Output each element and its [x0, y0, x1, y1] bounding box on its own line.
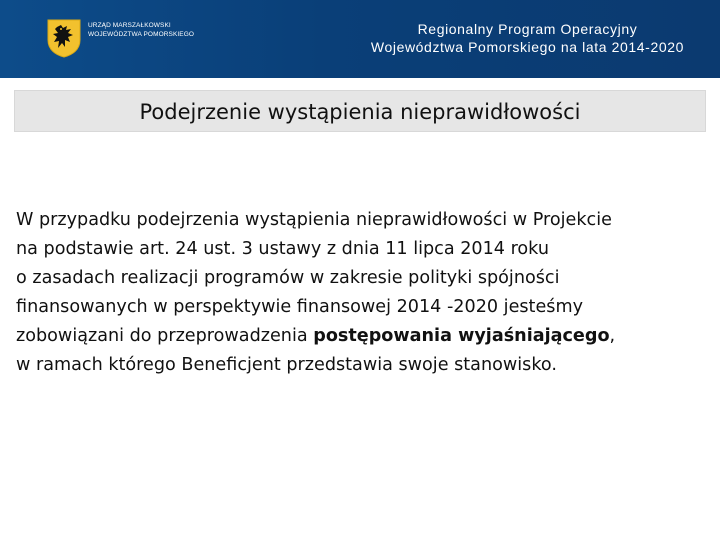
program-title	[371, 20, 684, 56]
body-line-text: ,	[609, 326, 616, 346]
body-line: finansowanych w perspektywie finansowej 2014 -2020 jesteśmy	[16, 297, 583, 317]
body-line	[16, 322, 706, 351]
header-bar	[0, 0, 720, 78]
office-name-line: WOJEWÓDZTWA POMORSKIEGO	[88, 31, 195, 38]
emphasized-term: postępowania wyjaśniającego	[313, 326, 610, 346]
office-name-line: URZĄD MARSZAŁKOWSKI	[88, 22, 171, 29]
griffin-coat-of-arms-icon	[46, 18, 82, 58]
body-line: o zasadach realizacji programów w zakresie polityki spójności	[16, 268, 560, 288]
slide-body	[16, 206, 706, 380]
program-title-line: Regionalny Program Operacyjny	[417, 21, 638, 37]
slide-title: Podejrzenie wystąpienia nieprawidłowości	[139, 100, 581, 124]
program-title-line: Województwa Pomorskiego na lata 2014-2020	[370, 39, 684, 55]
body-line: na podstawie art. 24 ust. 3 ustawy z dnia 11 lipca 2014 roku	[16, 239, 549, 259]
slide-title-band	[14, 90, 706, 132]
office-name	[88, 21, 218, 39]
body-line: w ramach którego Beneficjent przedstawia swoje stanowisko.	[16, 355, 557, 375]
body-line-text: zobowiązani do przeprowadzenia	[16, 326, 314, 346]
body-line: W przypadku podejrzenia wystąpienia nieprawidłowości w Projekcie	[16, 210, 612, 230]
